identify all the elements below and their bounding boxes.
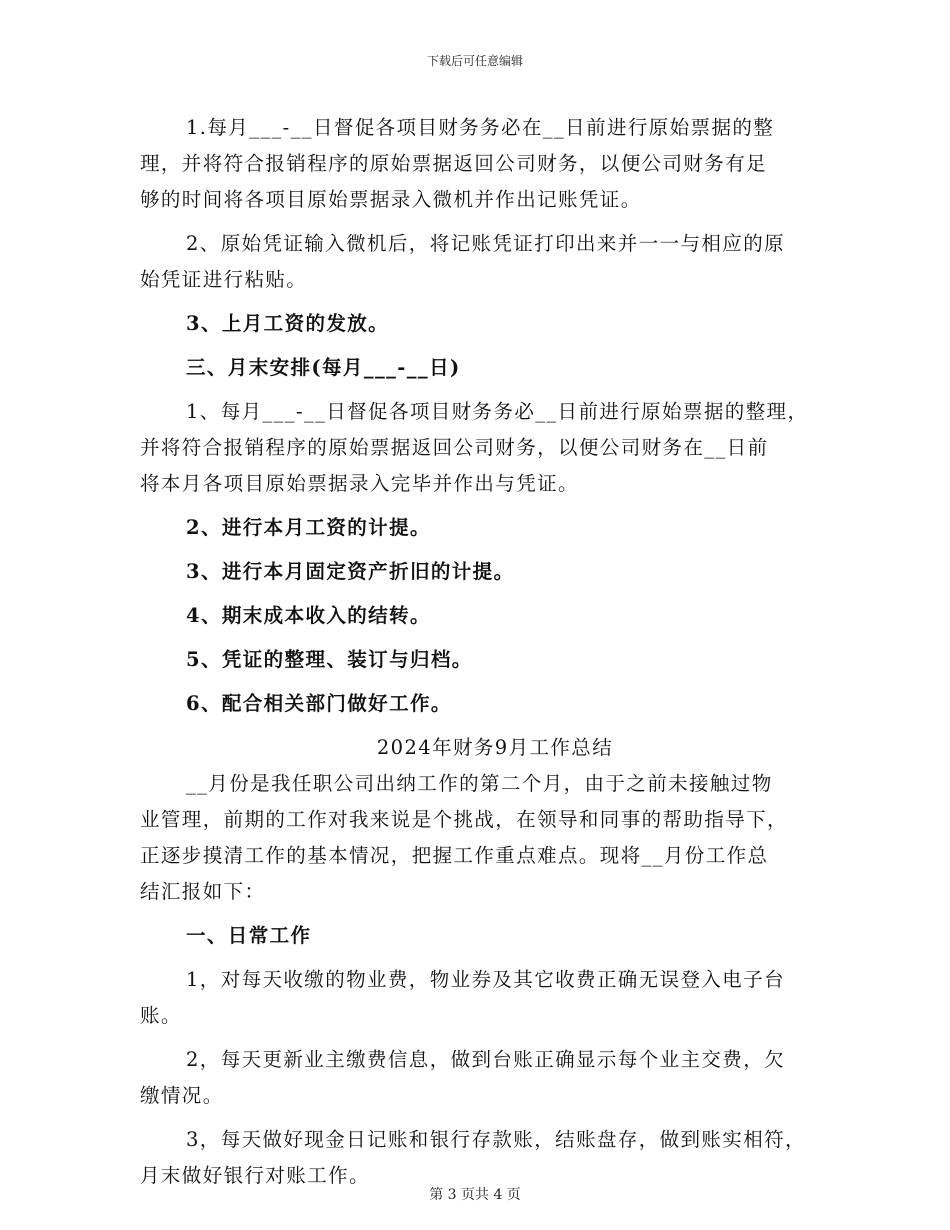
document-body xyxy=(140,110,820,1194)
section-heading: 三、月末安排(每月___-__日) xyxy=(186,356,461,379)
paragraph-line: 1、每月___-__日督促各项目财务务必__日前进行原始票据的整理， xyxy=(186,400,809,423)
list-item: 3、进行本月固定资产折旧的计提。 xyxy=(186,560,515,583)
paragraph-line: 始凭证进行粘贴。 xyxy=(140,268,308,291)
list-item: 2、进行本月工资的计提。 xyxy=(186,516,431,539)
paragraph-line: 正逐步摸清工作的基本情况，把握工作重点难点。现将__月份工作总 xyxy=(140,844,769,867)
list-item: 5、凭证的整理、装订与归档。 xyxy=(186,648,473,671)
paragraph-line: 3，每天做好现金日记账和银行存款账，结账盘存，做到账实相符， xyxy=(186,1128,806,1151)
paragraph-line: 理，并将符合报销程序的原始票据返回公司财务，以便公司财务有足 xyxy=(140,152,768,175)
paragraph-line: 够的时间将各项目原始票据录入微机并作出记账凭证。 xyxy=(140,188,642,211)
list-item: 6、配合相关部门做好工作。 xyxy=(186,692,452,715)
document-title: 2024年财务9月工作总结 xyxy=(376,736,614,759)
paragraph-line: 2，每天更新业主缴费信息，做到台账正确显示每个业主交费，欠 xyxy=(186,1048,786,1071)
paragraph-line: 业管理，前期的工作对我来说是个挑战，在领导和同事的帮助指导下， xyxy=(140,808,788,831)
section-heading: 一、日常工作 xyxy=(186,924,312,947)
list-item: 4、期末成本收入的结转。 xyxy=(186,604,431,627)
paragraph-line: 2、原始凭证输入微机后，将记账凭证打印出来并一一与相应的原 xyxy=(186,232,786,255)
paragraph-line: 月末做好银行对账工作。 xyxy=(140,1164,370,1187)
page-header: 下载后可任意编辑 xyxy=(426,54,523,68)
paragraph-line: 1.每月___-__日督促各项目财务务必在__日前进行原始票据的整 xyxy=(186,116,775,139)
paragraph-line: 并将符合报销程序的原始票据返回公司财务，以便公司财务在__日前 xyxy=(140,436,769,459)
paragraph-line: 1，对每天收缴的物业费，物业券及其它收费正确无误登入电子台 xyxy=(186,968,786,991)
paragraph-line: 将本月各项目原始票据录入完毕并作出与凭证。 xyxy=(140,472,579,495)
paragraph-line: 缴情况。 xyxy=(140,1084,224,1107)
page-footer: 第 3 页共 4 页 xyxy=(429,1187,521,1203)
list-item: 3、上月工资的发放。 xyxy=(186,312,390,335)
paragraph-line: 结汇报如下： xyxy=(140,880,266,903)
paragraph-line: __月份是我任职公司出纳工作的第二个月，由于之前未接触过物 xyxy=(186,772,773,795)
paragraph-line: 账。 xyxy=(140,1004,182,1027)
